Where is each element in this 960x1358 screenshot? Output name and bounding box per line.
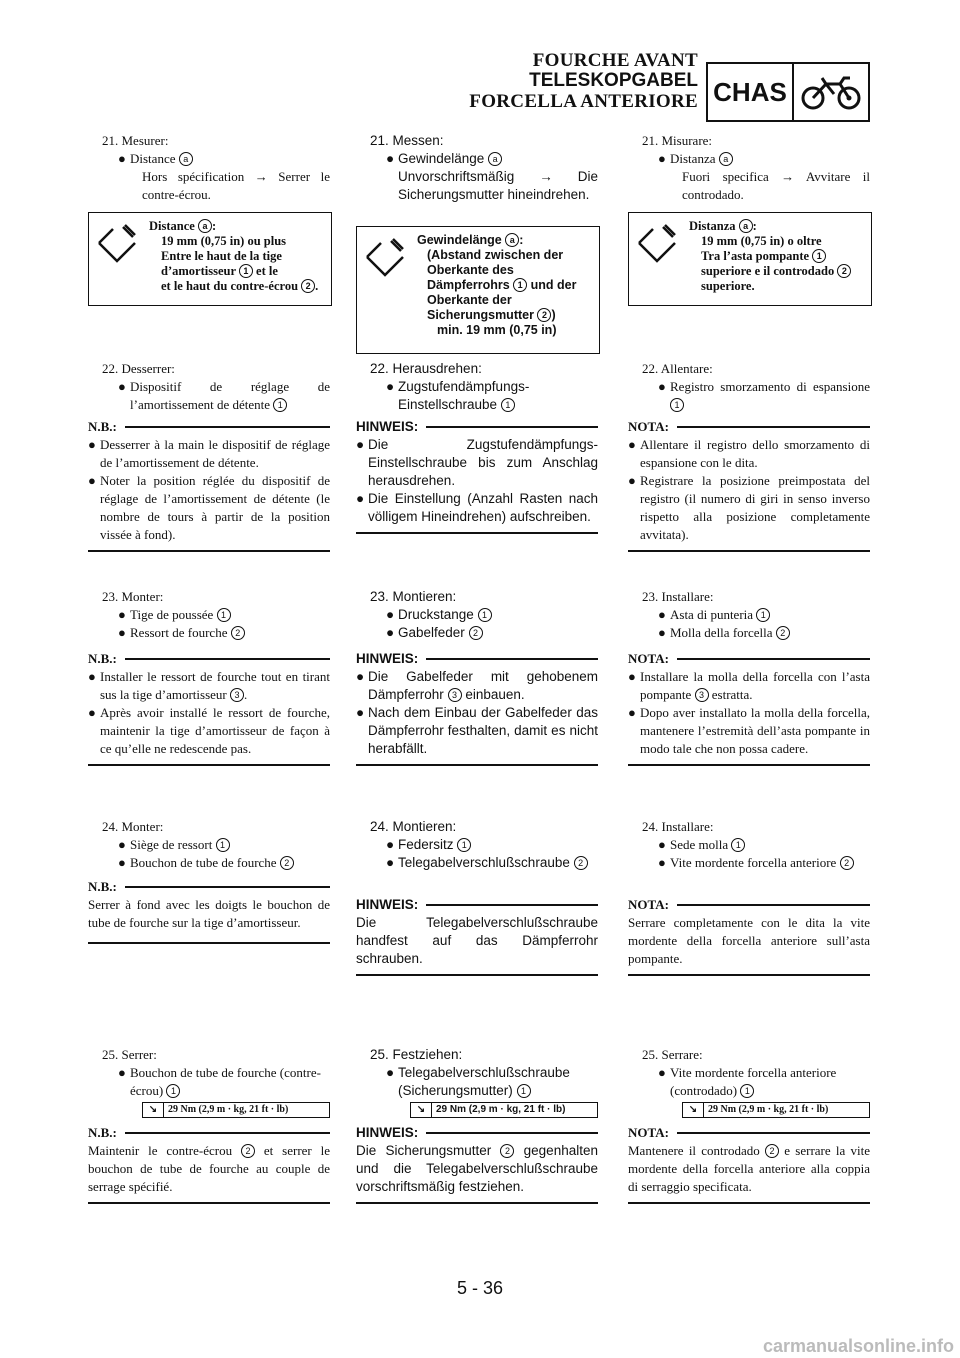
step-24: 24. Installare: ● Sede molla 1 ● Vite mordente forcella anteriore 2 [628, 818, 870, 872]
note-23: NOTA: ● Installare la molla della forcella con l’asta pompante 3 estratta. ● Dopo aver installato la molla della forcella, mantenere l’estremità dell’asta pompante in modo tale che non possa cadere. [628, 650, 870, 766]
note-23: HINWEIS: ● Die Gabelfeder mit gehobenem Dämpferrohr 3 einbauen. ● Nach dem Einbau der Gabelfeder das Dämpferrohr festhalten, damit es nicht herabfällt. [356, 650, 598, 766]
step-23: 23. Montieren: ● Druckstange 1 ● Gabelfeder 2 [356, 588, 598, 642]
header-title-fr: FOURCHE AVANT [532, 50, 698, 71]
torque-spec: ↘ 29 Nm (2,9 m · kg, 21 ft · lb) [682, 1102, 870, 1118]
step-22: 22. Desserrer: ● Dispositif de réglage de l’amortissement de détente 1 [102, 361, 330, 412]
step-title: 21. Mesurer: [102, 133, 169, 148]
torque-spec: ↘ 29 Nm (2,9 m · kg, 21 ft · lb) [410, 1102, 598, 1118]
measure-icon [363, 235, 407, 279]
note-23: N.B.: ● Installer le ressort de fourche tout en tirant sus la tige d’amortisseur 3 . ● Après avoir installé le ressort de fourche, maintenir la tige d’amortisseur de façon à ce qu’elle ne redescende pas. [88, 650, 330, 766]
measure-icon [95, 221, 139, 265]
note-25: HINWEIS: Die Sicherungsmutter 2 gegenhalten und die Telegabelverschlußschraube vorschriftsmäßig festziehen. [356, 1124, 598, 1204]
note-24: N.B.: Serrer à fond avec les doigts le bouchon de tube de fourche sur la tige d’amortisseur. [88, 878, 330, 944]
step-23: 23. Monter: ● Tige de poussée 1 ● Ressort de fourche 2 [88, 588, 330, 642]
note-22: N.B.: ● Desserrer à la main le dispositif de réglage de l’amortissement de détente. ● Noter la position réglée du dispositif de réglage de l’amortissement de détente (le nombre de tours à partir de la position vissée à fond). [88, 418, 330, 552]
measure-icon [635, 221, 679, 265]
spec-box: Distance a : 19 mm (0,75 in) ou plus Entre le haut de la tige d’amortisseur 1 et le et le haut du contre-écrou 2 . [88, 212, 332, 306]
step-21: 21. Messen: ● Gewindelänge a Unvorschriftsmäßig → Die Sicherungsmutter hineindrehen. [370, 133, 598, 202]
note-24: NOTA: Serrare completamente con le dita la vite mordente della forcella anteriore sull’asta pompante. [628, 896, 870, 976]
motorcycle-icon [794, 64, 868, 120]
step-22: 22. Allentare: ● Registro smorzamento di espansione 1 [642, 361, 870, 410]
section-badge [706, 62, 870, 122]
note-22: NOTA: ● Allentare il registro dello smorzamento di espansione con le dita. ● Registrare la posizione preimpostata del registro (il numero di giri in senso inverso rispetto alla posizione completamente avvitata). [628, 418, 870, 552]
wrench-icon: ↘ [143, 1103, 164, 1117]
step-24: 24. Montieren: ● Federsitz 1 ● Telegabelverschlußschraube 2 [356, 818, 598, 872]
step-25: 25. Serrer: ● Bouchon de tube de fourche (contre-écrou) 1 [102, 1047, 321, 1098]
note-25: NOTA: Mantenere il controdado 2 e serrare la vite mordente della forcella anteriore alla coppia di serraggio specificata. [628, 1124, 870, 1204]
note-22: HINWEIS: ● Die Zugstufendämpfungs-Einstellschraube bis zum Anschlag herausdrehen. ● Die Einstellung (Anzahl Rasten nach völligem Hineindrehen) aufschreiben. [356, 418, 598, 534]
note-24: HINWEIS: Die Telegabelverschlußschraube handfest auf das Dämpferrohr schrauben. [356, 896, 598, 976]
wrench-icon: ↘ [411, 1103, 432, 1117]
note-25: N.B.: Maintenir le contre-écrou 2 et serrer le bouchon de tube de fourche au couple de serrage spécifié. [88, 1124, 330, 1204]
watermark-link[interactable]: carmanualsonline.info [762, 1336, 954, 1356]
page-number: 5 - 36 [456, 1278, 504, 1298]
header-title-de: TELESKOPGABEL [529, 70, 698, 91]
header-title-it: FORCELLA ANTERIORE [469, 91, 698, 112]
step-25: 25. Serrare: ● Vite mordente forcella anteriore (controdado) 1 [642, 1047, 837, 1098]
step-22: 22. Herausdrehen: ● Zugstufendämpfungs-Einstellschraube 1 [370, 361, 530, 412]
step-23: 23. Installare: ● Asta di punteria 1 ● Molla della forcella 2 [628, 588, 870, 642]
torque-spec: ↘ 29 Nm (2,9 m · kg, 21 ft · lb) [142, 1102, 330, 1118]
step-24: 24. Monter: ● Siège de ressort 1 ● Bouchon de tube de fourche 2 [88, 818, 330, 872]
step-25: 25. Festziehen: ● Telegabelverschlußschraube (Sicherungsmutter) 1 [370, 1047, 570, 1098]
spec-box: Gewindelänge a : (Abstand zwischen der Oberkante des Dämpferrohrs 1 und der Oberkante der Sicherungsmutter 2 ) min. 19 mm (0,75 in) [356, 226, 600, 354]
step-21: 21. Mesurer: ● Distance a Hors spécification → Serrer le contre-écrou. [88, 132, 330, 204]
wrench-icon: ↘ [683, 1103, 704, 1117]
section-label: CHAS [708, 64, 794, 120]
spec-box: Distanza a : 19 mm (0,75 in) o oltre Tra l’asta pompante 1 superiore e il controdado 2 superiore. [628, 212, 872, 306]
step-21: 21. Misurare: ● Distanza a Fuori specifica → Avvitare il controdado. [642, 133, 870, 202]
